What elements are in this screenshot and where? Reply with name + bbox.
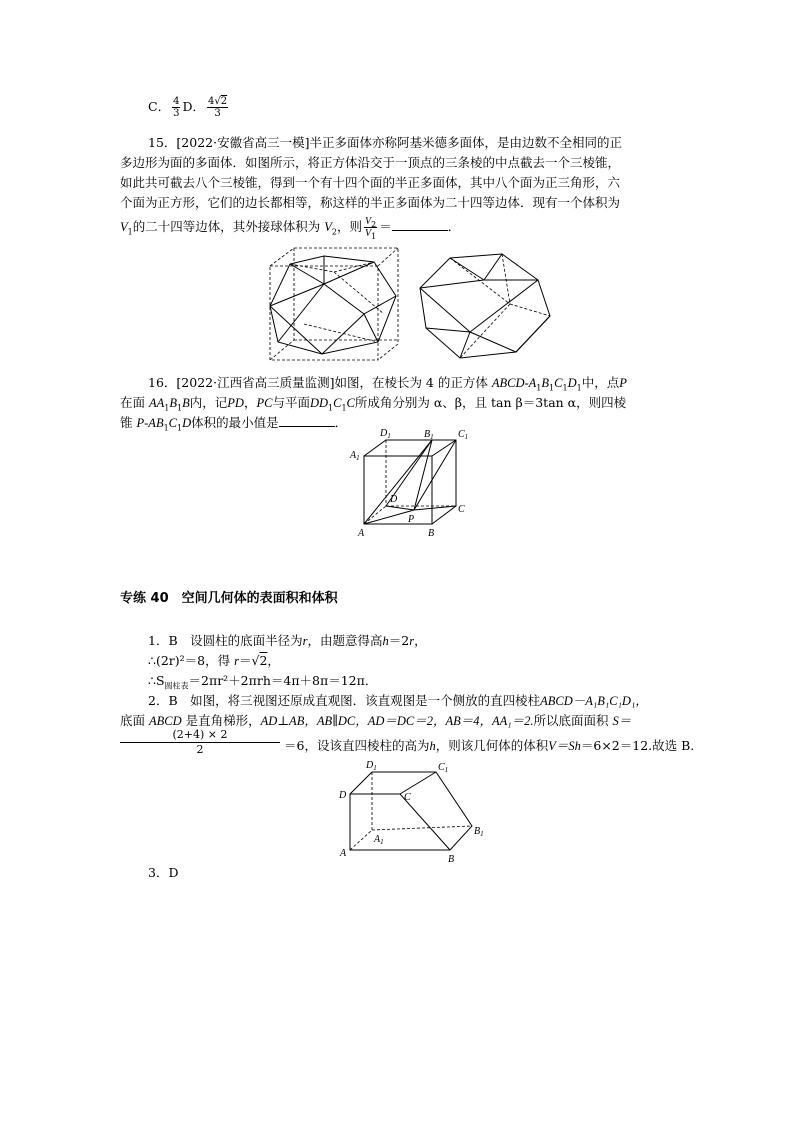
svg-text:C1: $C_1$ [458,429,469,441]
answer-blank-16 [279,414,335,427]
svg-text:C: C [458,504,465,515]
q15-line-1: 15．[2022·安徽省高三一模]半正多面体亦称阿基米德多面体，是由边数不全相同的正 [148,135,622,150]
q15-line-5: $V_1$的二十四等边体，其外接球体积为 $V_2$，则 $\frac{V_2}{V_1}$ ＝ ． [120,216,461,241]
svg-text:B1: $B_1$ [424,429,434,441]
figure-2-labels [338,760,484,865]
svg-text:B: B [428,528,435,538]
svg-text:D: D [390,494,398,505]
answer-1-line-1: 1．B 设圆柱的底面半径为r，由题意得高h＝2r， [148,633,427,648]
answer-2-line-1: 2．B 如图，将三视图还原成直观图．该直观图是一个侧放的直四棱柱ABCD－A₁B₁C₁D₁， [148,693,648,708]
svg-text:A1: $A_1$ [374,834,384,846]
figure-16-labels [349,428,468,538]
option-d-label: D． [182,99,205,114]
q15-line-4: 个面为正方形，它们的边长都相等，称这样的半正多面体为二十四等边体．现有一个体积为 [120,195,621,210]
svg-text:D1: $D_1$ [366,760,377,772]
svg-text:A: A [358,528,365,538]
q15-line-3: 如此共可截去八个三棱锥，得到一个有十四个面的半正多面体，其中八个面为正三角形，六 [120,175,621,190]
svg-text:D: D [339,790,347,801]
answer-2-line-3: ＝6，设该直四棱柱的高为h，则该几何体的体积V＝Sh＝6×2＝12.故选 B. [284,738,695,753]
svg-text:B1: $B_1$ [474,826,484,838]
cuboctahedron-left [270,256,396,354]
section-title: 专练 40 空间几何体的表面积和体积 [120,591,338,606]
option-c-fraction: $\frac{4}{3}$ [173,96,180,119]
svg-text:A1: $A_1$ [350,450,360,462]
figure-16-cube [344,428,484,538]
figure-2-prism [336,760,506,865]
svg-text:B: B [448,854,455,865]
q14-options [148,96,230,119]
svg-text:A: A [340,848,347,859]
q16-line-3: 锥 $P-AB_1C_1D$体积的最小值是 ． [120,415,348,433]
v2-over-v1-fraction: $\frac{V_2}{V_1}$ [364,216,377,241]
figure-15-polyhedra [264,244,564,364]
answer-2-fraction: (2+4) × 2 2 [120,728,280,756]
option-c-label: C． [148,99,171,114]
cuboctahedron-right [420,254,550,358]
q15-line-2: 多边形为面的多面体．如图所示，将正方体沿交于一顶点的三条棱的中点截去一个三棱锥， [120,155,621,170]
q16-line-2: 在面 $AA_1B_1B$内，记PD，PC与平面$DD_1C_1C$所成角分别为 α、β，且 tan β＝3tan α，则四棱 [120,395,627,413]
svg-text:P: P [408,514,415,525]
answer-3: 3．D [148,865,179,880]
svg-text:C1: $C_1$ [438,762,449,774]
answer-1-line-3: $\therefore S_{圆柱表}=2\pi r^2+2\pi rh=4\pi+8\pi=12\pi$． [148,673,378,691]
answer-1-line-2: ∴(2r)²＝8，得 r＝√2， [148,653,280,668]
svg-text:C: C [404,792,411,803]
q16-line-1: 16．[2022·江西省高三质量监测]如图，在棱长为 4 的正方体 ABCD-$A_1B_1C_1D_1$中，点P [148,375,627,393]
option-d-fraction: $\frac{4√2}{3}$ [207,96,228,119]
answer-2-line-2: 底面 ABCD 是直角梯形，AD⊥AB，AB∥DC，AD＝DC＝2，AB＝4，AA₁＝2.所以底面面积 S＝ [120,713,632,728]
answer-blank-15 [392,218,448,231]
svg-text:D1: $D_1$ [380,428,391,440]
